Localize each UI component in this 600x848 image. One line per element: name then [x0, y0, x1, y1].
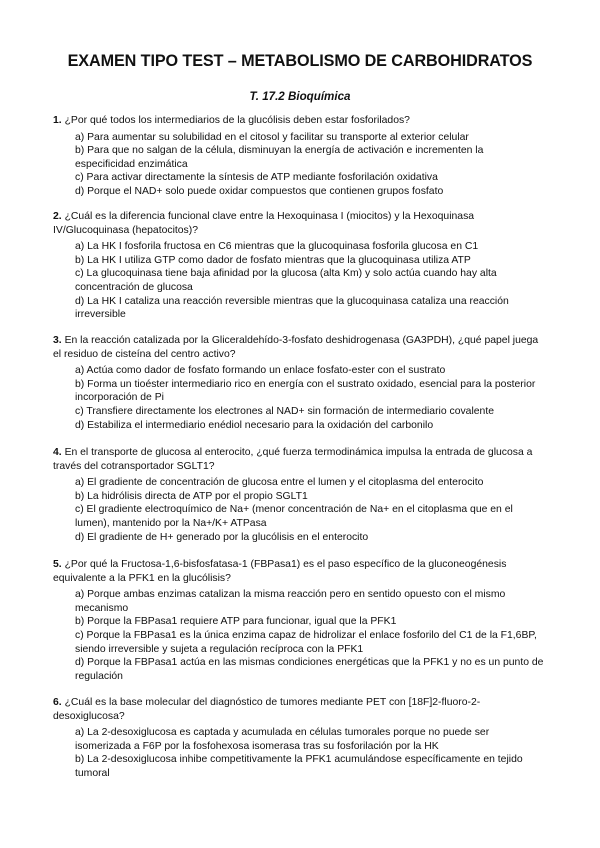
option-b[interactable]: b) Forma un tioéster intermediario rico en energía con el sustrato oxidado, esencial para la posterior incorporación de Pi — [75, 378, 536, 404]
option-a[interactable]: a) La HK I fosforila fructosa en C6 mientras que la glucoquinasa fosforila glucosa en C1 — [75, 241, 479, 253]
option-b[interactable]: b) Porque la FBPasa1 requiere ATP para funcionar, igual que la PFK1 — [75, 616, 397, 628]
option-c[interactable]: c) La glucoquinasa tiene baja afinidad por la glucosa (alta Km) y solo actúa cuando hay alta concentración de glucosa — [75, 268, 497, 293]
option-list — [53, 588, 545, 683]
option-a[interactable]: a) Actúa como dador de fosfato formando un enlace fosfato-ester con el sustrato — [75, 365, 446, 377]
option-list — [53, 476, 545, 544]
option-c[interactable]: c) Porque la FBPasa1 es la única enzima capaz de hidrolizar el enlace fosforilo del C1 de la F1,6BP, siendo irreversible y sujeta a regulación recíproca con la PFK1 — [75, 629, 537, 655]
option-b[interactable]: b) La HK I utiliza GTP como dador de fosfato mientras que la glucoquinasa utiliza ATP — [75, 254, 471, 266]
question-6 — [53, 696, 545, 781]
option-c[interactable]: c) El gradiente electroquímico de Na+ (menor concentración de Na+ en el citoplasma que en el lumen), mantenido por la Na+/K+ ATPasa — [75, 504, 513, 529]
question-number: 6. — [53, 697, 62, 708]
exam-title: EXAMEN TIPO TEST – METABOLISMO DE CARBOHIDRATOS — [67, 52, 533, 70]
question-text: ¿Por qué la Fructosa-1,6-bisfosfatasa-1 (FBPasa1) es el paso específico de la gluconeogénesis equivalente a la PFK1 en la glucólisis? — [53, 559, 507, 584]
option-a[interactable]: a) Para aumentar su solubilidad en el citosol y facilitar su transporte al exterior celular — [75, 131, 469, 143]
option-list — [53, 131, 545, 199]
question-number: 1. — [53, 115, 62, 126]
question-number: 2. — [53, 211, 62, 222]
option-c[interactable]: c) Para activar directamente la síntesis de ATP mediante fosforilación oxidativa — [75, 172, 438, 184]
option-d[interactable]: d) Porque la FBPasa1 actúa en las mismas condiciones energéticas que la PFK1 y no es un punto de regulación — [75, 657, 544, 682]
question-1 — [53, 114, 545, 199]
question-text: ¿Cuál es la base molecular del diagnóstico de tumores mediante PET con [18F]2-fluoro-2-desoxiglucosa? — [53, 697, 481, 722]
question-5 — [53, 558, 545, 683]
question-stem — [53, 334, 545, 361]
option-d[interactable]: d) Porque el NAD+ solo puede oxidar compuestos que contienen grupos fosfato — [75, 185, 444, 197]
question-stem — [53, 114, 545, 128]
option-list — [53, 364, 545, 432]
question-2 — [53, 210, 545, 322]
option-list — [53, 240, 545, 322]
question-stem — [53, 210, 545, 237]
question-text: En el transporte de glucosa al enterocito, ¿qué fuerza termodinámica impulsa la entrada de glucosa a través del cotransportador SGLT1? — [53, 447, 533, 472]
option-a[interactable]: a) Porque ambas enzimas catalizan la misma reacción pero en sentido opuesto con el mismo mecanismo — [75, 589, 506, 614]
question-4 — [53, 446, 545, 544]
question-number: 3. — [53, 335, 62, 346]
exam-subtitle: T. 17.2 Bioquímica — [249, 90, 351, 103]
question-text: En la reacción catalizada por la Gliceraldehído-3-fosfato deshidrogenasa (GA3PDH), ¿qué papel juega el residuo de cisteína del centro activo? — [53, 335, 539, 360]
option-list — [53, 726, 545, 780]
option-b[interactable]: b) La 2-desoxiglucosa inhibe competitivamente la PFK1 acumulándose específicamente en tejido tumoral — [75, 754, 523, 779]
option-b[interactable]: b) Para que no salgan de la célula, disminuyan la energía de activación e incrementen la especificidad enzimática — [75, 145, 484, 170]
question-stem — [53, 446, 545, 473]
question-stem — [53, 558, 545, 585]
question-number: 4. — [53, 447, 62, 458]
question-text: ¿Cuál es la diferencia funcional clave entre la Hexoquinasa I (miocitos) y la Hexoquinasa IV/Glucoquinasa (hepatocitos)? — [53, 211, 475, 236]
option-d[interactable]: d) La HK I cataliza una reacción reversible mientras que la glucoquinasa cataliza una reacción irreversible — [75, 295, 509, 321]
option-b[interactable]: b) La hidrólisis directa de ATP por el propio SGLT1 — [75, 490, 308, 502]
option-a[interactable]: a) El gradiente de concentración de glucosa entre el lumen y el citoplasma del enterocito — [75, 477, 484, 489]
option-d[interactable]: d) El gradiente de H+ generado por la glucólisis en el enterocito — [75, 531, 369, 543]
question-3 — [53, 334, 545, 432]
option-d[interactable]: d) Estabiliza el intermediario enédiol necesario para la oxidación del carbonilo — [75, 419, 434, 431]
option-a[interactable]: a) La 2-desoxiglucosa es captada y acumulada en células tumorales porque no puede ser isomerizada a F6P por la fosfohexosa isomerasa tras su fosforilación por la HK — [75, 727, 490, 752]
question-text: ¿Por qué todos los intermediarios de la glucólisis deben estar fosforilados? — [64, 115, 410, 126]
option-c[interactable]: c) Transfiere directamente los electrones al NAD+ sin formación de intermediario covalente — [75, 405, 494, 417]
question-stem — [53, 696, 545, 723]
question-number: 5. — [53, 559, 62, 570]
